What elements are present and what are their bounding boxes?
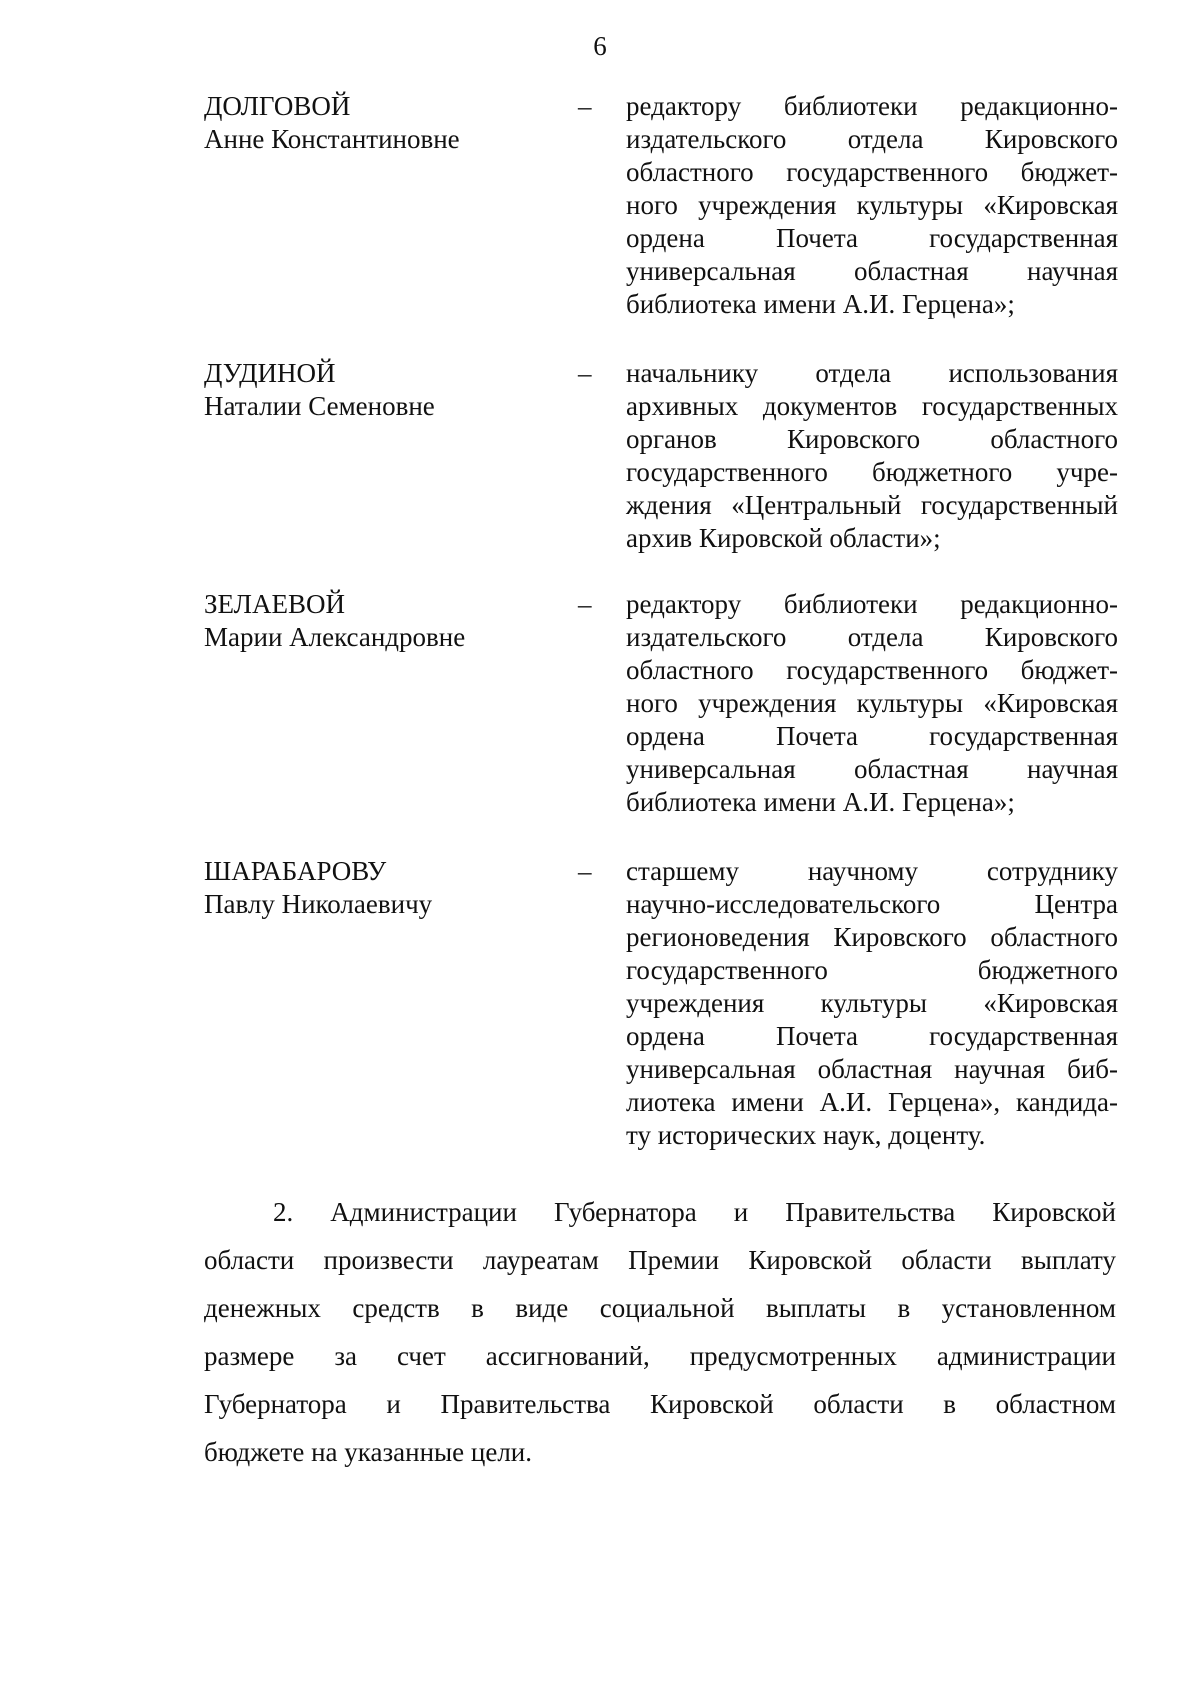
position-line: ждения «Центральный государственный	[626, 490, 1118, 520]
recipient-position	[626, 357, 1118, 555]
position-line: ордена Почета государственная	[626, 223, 1118, 253]
paragraph-line: размере за счет ассигнований, предусмотренных администрации	[204, 1341, 1116, 1371]
position-line: библиотека имени А.И. Герцена»;	[626, 787, 1015, 817]
position-line: издательского отдела Кировского	[626, 124, 1118, 154]
recipient-given-names: Наталии Семеновне	[204, 391, 435, 421]
paragraph-line: 2. Администрации Губернатора и Правительства Кировской	[273, 1197, 1116, 1227]
page-number: 6	[593, 31, 607, 61]
recipient-position	[626, 855, 1118, 1152]
position-line: научно-исследовательского Центра	[626, 889, 1118, 919]
paragraph-2	[204, 1188, 1116, 1476]
position-line: универсальная областная научная	[626, 754, 1118, 784]
paragraph-line: области произвести лауреатам Премии Кировской области выплату	[204, 1245, 1116, 1275]
position-line: ту исторических наук, доценту.	[626, 1120, 986, 1150]
position-line: государственного бюджетного учре-	[626, 457, 1118, 487]
position-line: ордена Почета государственная	[626, 721, 1118, 751]
entry-dash: –	[578, 91, 592, 121]
recipient-name	[204, 855, 534, 921]
recipient-surname: ЗЕЛАЕВОЙ	[204, 589, 345, 619]
position-line: архивных документов государственных	[626, 391, 1118, 421]
position-line: редактору библиотеки редакционно-	[626, 589, 1118, 619]
position-line: учреждения культуры «Кировская	[626, 988, 1118, 1018]
recipient-surname: ШАРАБАРОВУ	[204, 856, 387, 886]
position-line: областного государственного бюджет-	[626, 655, 1118, 685]
position-line: старшему научному сотруднику	[626, 856, 1118, 886]
recipient-given-names: Марии Александровне	[204, 622, 466, 652]
entry-dash: –	[578, 358, 592, 388]
position-line: начальнику отдела использования	[626, 358, 1118, 388]
paragraph-line: денежных средств в виде социальной выплаты в установленном	[204, 1293, 1116, 1323]
recipient-given-names: Анне Константиновне	[204, 124, 460, 154]
position-line: редактору библиотеки редакционно-	[626, 91, 1118, 121]
position-line: ного учреждения культуры «Кировская	[626, 688, 1118, 718]
position-line: издательского отдела Кировского	[626, 622, 1118, 652]
position-line: универсальная областная научная биб-	[626, 1054, 1118, 1084]
recipient-name	[204, 357, 534, 423]
recipient-position	[626, 90, 1118, 321]
recipient-surname: ДУДИНОЙ	[204, 358, 336, 388]
paragraph-line: Губернатора и Правительства Кировской области в областном	[204, 1389, 1116, 1419]
position-line: ного учреждения культуры «Кировская	[626, 190, 1118, 220]
position-line: архив Кировской области»;	[626, 523, 941, 553]
recipient-name	[204, 588, 534, 654]
position-line: областного государственного бюджет-	[626, 157, 1118, 187]
recipient-position	[626, 588, 1118, 819]
position-line: ордена Почета государственная	[626, 1021, 1118, 1051]
entry-dash: –	[578, 856, 592, 886]
position-line: лиотека имени А.И. Герцена», кандида-	[626, 1087, 1118, 1117]
position-line: универсальная областная научная	[626, 256, 1118, 286]
position-line: регионоведения Кировского областного	[626, 922, 1118, 952]
paragraph-line: бюджете на указанные цели.	[204, 1437, 532, 1467]
recipient-surname: ДОЛГОВОЙ	[204, 91, 351, 121]
position-line: органов Кировского областного	[626, 424, 1118, 454]
recipient-given-names: Павлу Николаевичу	[204, 889, 433, 919]
position-line: библиотека имени А.И. Герцена»;	[626, 289, 1015, 319]
recipient-name	[204, 90, 534, 156]
entry-dash: –	[578, 589, 592, 619]
position-line: государственного бюджетного	[626, 955, 1118, 985]
